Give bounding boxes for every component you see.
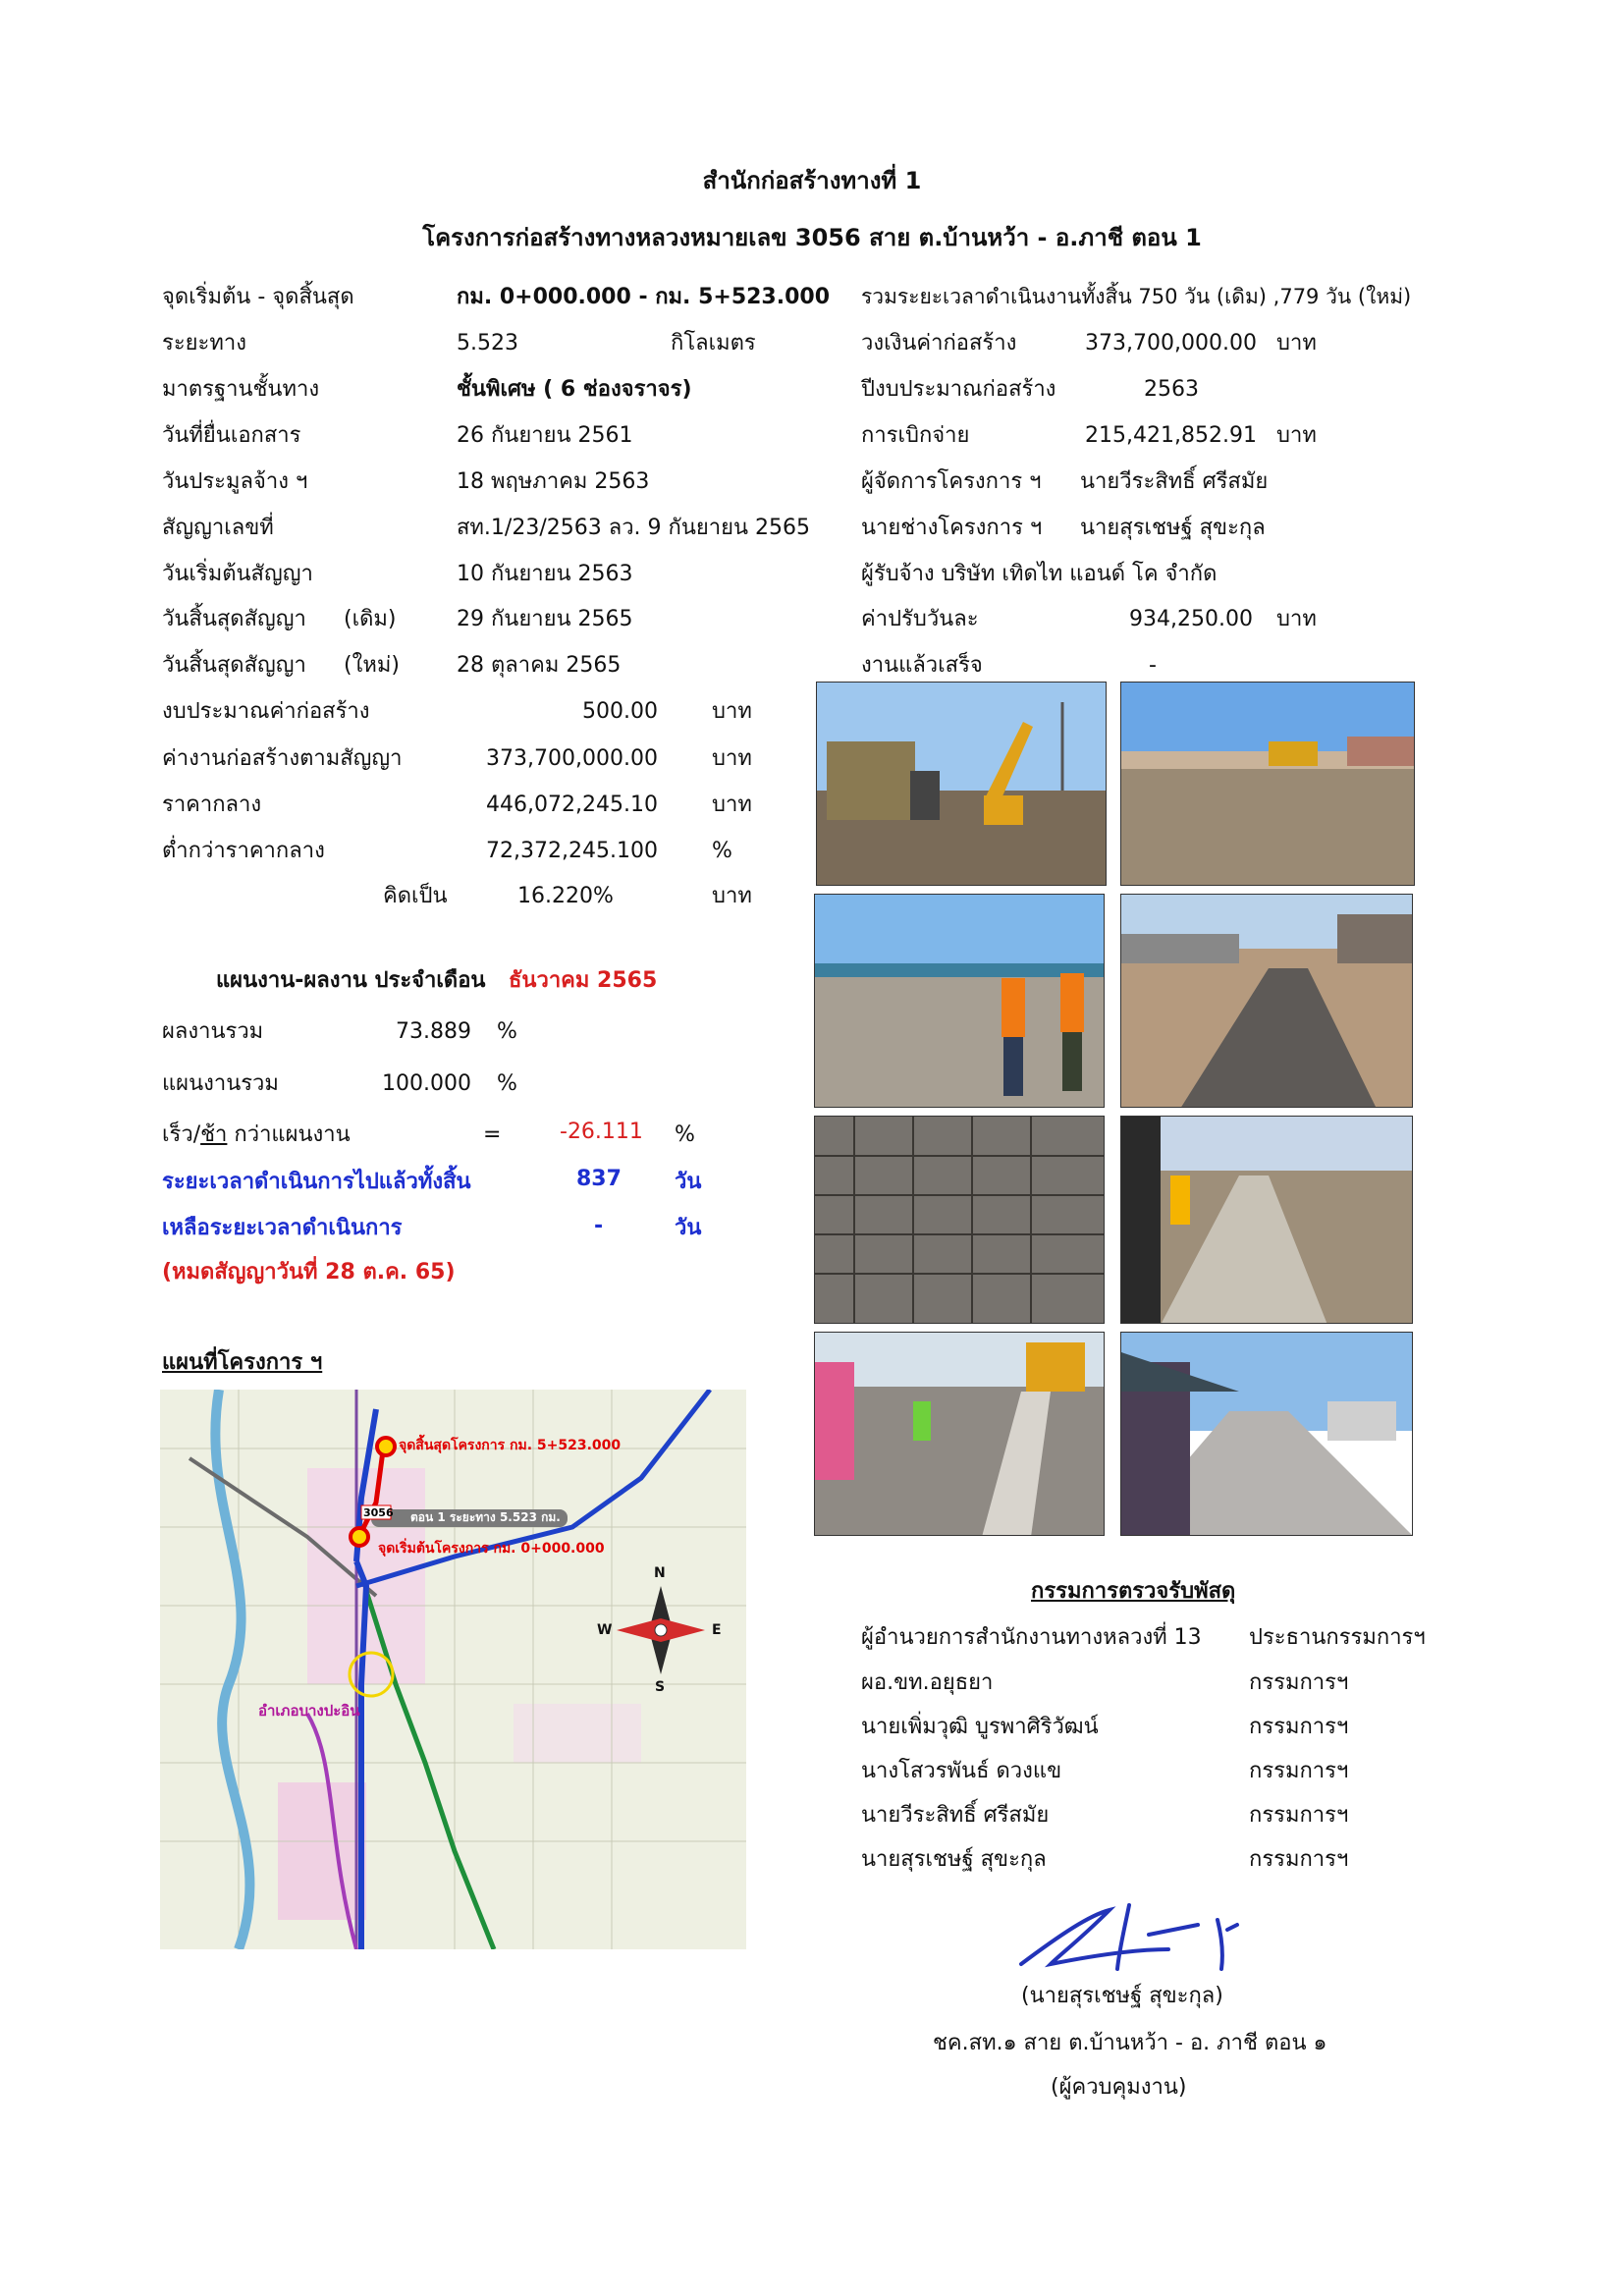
budget-amount-value: 373,700,000.00 [1085,331,1257,355]
expire-note: (หมดสัญญาวันที่ 28 ต.ค. 65) [162,1260,456,1285]
contract-end-old-value: 29 กันยายน 2565 [457,607,633,631]
percent-value: 16.220% [517,884,614,908]
submit-date-label: วันที่ยื่นเอกสาร [162,423,301,448]
diff-equals: = [483,1122,502,1147]
contract-value-unit: บาท [712,746,752,771]
signature-name: (นายสุรเชษฐ์ สุขะกุล) [1021,1984,1223,2008]
compass-w: W [597,1622,613,1638]
start-end-value: กม. 0+000.000 - กม. 5+523.000 [457,285,831,309]
remain-unit: วัน [675,1216,702,1240]
office-title: สำนักก่อสร้างทางที่ 1 [702,167,922,194]
signature-role: (ผู้ควบคุมงาน) [1051,2075,1187,2100]
elapsed-label: ระยะเวลาดำเนินการไปแล้วทั้งสิ้น [162,1170,471,1194]
auction-date-value: 18 พฤษภาคม 2563 [457,469,650,494]
below-median-label: ต่ำกว่าราคากลาง [162,839,325,863]
fiscal-year-label: ปีงบประมาณก่อสร้าง [861,377,1056,402]
diff-label-fast: เร็ว/ [162,1122,201,1147]
committee-member-role: กรรมการฯ [1249,1803,1349,1828]
committee-member-name: ผอ.ขท.อยุธยา [861,1670,994,1695]
committee-heading: กรรมการตรวจรับพัสดุ [1031,1579,1236,1604]
contract-end-new-label: วันสิ้นสุดสัญญา [162,653,306,678]
disbursement-value: 215,421,852.91 [1085,423,1257,448]
map-section-label: ตอน 1 ระยะทาง 5.523 กม. [410,1510,561,1524]
auction-date-label: วันประมูลจ้าง ฯ [162,469,308,494]
contract-end-old-label: วันสิ้นสุดสัญญา [162,607,306,631]
photo-workers-survey [814,894,1105,1108]
median-price-label: ราคากลาง [162,793,262,817]
committee-member-name: นายเพิ่มวุฒิ บูรพาศิริวัฒน์ [861,1715,1099,1739]
committee-member-name: นายสุรเชษฐ์ สุขะกุล [861,1847,1047,1872]
photo-steel-mesh [814,1116,1105,1324]
photo-excavator [816,682,1107,886]
map-heading: แผนที่โครงการ ฯ [162,1350,323,1375]
below-median-unit: % [712,839,732,863]
plan-label: แผนงานรวม [162,1071,279,1096]
project-engineer-value: นายสุรเชษฐ์ สุขะกุล [1080,516,1266,540]
completion-label: งานแล้วเสร็จ [861,653,983,678]
project-manager-label: ผู้จัดการโครงการ ฯ [861,469,1042,494]
percent-unit: บาท [712,884,752,908]
daily-fine-value: 934,250.00 [1129,607,1253,631]
diff-label-slow: ช้า [200,1122,228,1147]
project-manager-value: นายวีระสิทธิ์ ศรีสมัย [1080,469,1269,494]
diff-value: -26.111 [560,1120,643,1144]
diff-label-rest: กว่าแผนงาน [227,1122,351,1147]
diff-label [162,1124,351,1146]
budget-est-value: 500.00 [582,699,658,724]
contract-no-label: สัญญาเลขที่ [162,516,274,540]
signature-position: ชค.สท.๑ สาย ต.บ้านหว้า - อ. ภาชี ตอน ๑ [933,2031,1327,2055]
contract-end-old-sub: (เดิม) [344,607,397,631]
photo-concrete-pour [814,1332,1105,1536]
project-title: โครงการก่อสร้างทางหลวงหมายเลข 3056 สาย ต.บ้านหว้า - อ.ภาชี ตอน 1 [422,224,1202,251]
below-median-value: 72,372,245.100 [486,839,658,863]
budget-amount-label: วงเงินค่าก่อสร้าง [861,331,1017,355]
photo-gravel-strip [1120,894,1413,1108]
daily-fine-label: ค่าปรับวันละ [861,607,979,631]
elapsed-unit: วัน [675,1170,702,1194]
duration-total: รวมระยะเวลาดำเนินงานทั้งสิ้น 750 วัน (เดิม) ,779 วัน (ใหม่) [861,285,1412,308]
contractor: ผู้รับจ้าง บริษัท เทิดไท แอนด์ โค จำกัด [861,562,1218,586]
contract-value-value: 373,700,000.00 [486,746,658,771]
contract-end-new-value: 28 ตุลาคม 2565 [457,653,622,678]
committee-member-role: ประธานกรรมการฯ [1249,1625,1426,1650]
plan-unit: % [497,1071,517,1096]
contract-start-label: วันเริ่มต้นสัญญา [162,562,313,586]
elapsed-value: 837 [576,1167,622,1191]
actual-label: ผลงานรวม [162,1019,264,1044]
median-price-unit: บาท [712,793,752,817]
committee-member-role: กรรมการฯ [1249,1847,1349,1872]
project-map [160,1390,746,1949]
disbursement-unit: บาท [1276,423,1317,448]
remain-value: - [594,1214,604,1238]
diff-unit: % [675,1122,695,1147]
road-standard-label: มาตรฐานชั้นทาง [162,377,320,402]
map-route-label: 3056 [363,1506,394,1519]
distance-unit: กิโลเมตร [671,331,756,355]
progress-month: ธันวาคม 2565 [509,968,658,993]
actual-value: 73.889 [396,1019,471,1044]
photo-paved-walkway [1120,1332,1413,1536]
photo-concrete-finishing [1120,1116,1413,1324]
progress-title: แผนงาน-ผลงาน ประจำเดือน [216,968,486,993]
distance-label: ระยะทาง [162,331,246,355]
photo-road-base [1120,682,1415,886]
committee-member-role: กรรมการฯ [1249,1670,1349,1695]
daily-fine-unit: บาท [1276,607,1317,631]
disbursement-label: การเบิกจ่าย [861,423,970,448]
remain-label: เหลือระยะเวลาดำเนินการ [162,1216,403,1240]
plan-value: 100.000 [382,1071,471,1096]
median-price-value: 446,072,245.10 [486,793,658,817]
budget-est-unit: บาท [712,699,752,724]
road-standard-value: ชั้นพิเศษ ( 6 ช่องจราจร) [457,377,692,402]
signature-image [1001,1895,1257,1984]
contract-no-value: สท.1/23/2563 ลว. 9 กันยายน 2565 [457,516,811,540]
compass-e: E [712,1622,722,1638]
project-engineer-label: นายช่างโครงการ ฯ [861,516,1043,540]
contract-end-new-sub: (ใหม่) [344,653,400,678]
map-start-label: จุดเริ่มต้นโครงการ กม. 0+000.000 [378,1541,605,1557]
completion-value: - [1149,653,1157,678]
compass-s: S [655,1679,666,1695]
start-end-label: จุดเริ่มต้น - จุดสิ้นสุด [162,285,354,309]
compass-n: N [654,1565,666,1581]
actual-unit: % [497,1019,517,1044]
submit-date-value: 26 กันยายน 2561 [457,423,633,448]
distance-value: 5.523 [457,331,518,355]
percent-label: คิดเป็น [383,884,448,908]
fiscal-year-value: 2563 [1144,377,1199,402]
budget-amount-unit: บาท [1276,331,1317,355]
committee-member-name: นายวีระสิทธิ์ ศรีสมัย [861,1803,1050,1828]
map-end-label: จุดสิ้นสุดโครงการ กม. 5+523.000 [399,1438,622,1453]
committee-member-role: กรรมการฯ [1249,1715,1349,1739]
committee-member-name: นางโสวรพันธ์ ดวงแข [861,1759,1062,1783]
contract-value-label: ค่างานก่อสร้างตามสัญญา [162,746,403,771]
map-district-label: อำเภอบางปะอิน [258,1702,360,1720]
committee-member-name: ผู้อำนวยการสำนักงานทางหลวงที่ 13 [861,1625,1202,1650]
committee-member-role: กรรมการฯ [1249,1759,1349,1783]
contract-start-value: 10 กันยายน 2563 [457,562,633,586]
budget-est-label: งบประมาณค่าก่อสร้าง [162,699,370,724]
map-graphic [160,1390,746,1949]
